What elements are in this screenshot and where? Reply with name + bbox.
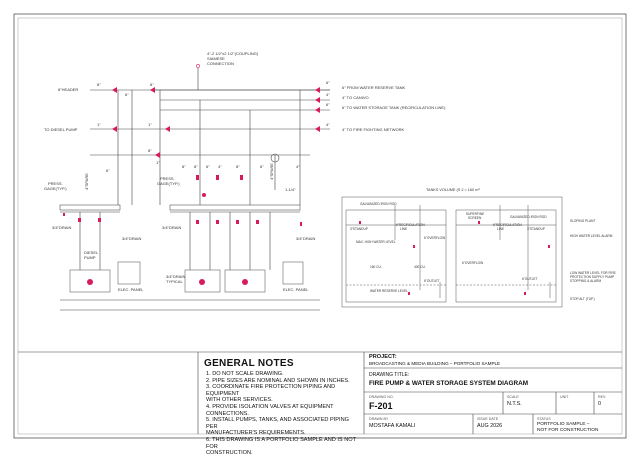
note-item: MANUFACTURER'S REQUIREMENTS. [206,430,306,437]
scale-value: N.T.S. [507,401,522,407]
tank-label: GALVANIZED IRON ROD [360,202,397,206]
pipe-size: 6" [326,102,330,107]
coupling-label: 4"-2 1/2"x2 1/2"(COUPLING) [207,51,259,56]
pipe-size: 4" [326,122,330,127]
pipe-size: 4" [296,164,300,169]
pipe-size: 8" [182,164,186,169]
note-item: 3. COORDINATE FIRE PROTECTION PIPING AND EQUIPMENT [206,384,336,397]
tank-label: STOP ALT (TUP.) [570,297,595,301]
valve-markers [63,87,320,285]
tank-label: LINE [400,227,408,231]
drawing-title-value: FIRE PUMP & WATER STORAGE SYSTEM DIAGRAM [369,380,529,387]
tank-label: 6"OVERFLOW [424,236,446,240]
note-item: 4. PROVIDE ISOLATION VALVES AT EQUIPMENT [206,403,334,410]
connection-label: CONNECTION [207,61,234,66]
status-label: STATUS [537,417,551,421]
tank-title: TANKS VOLUME (S 2 = 160 m³ [426,188,480,192]
pipe-size: 4" [326,92,330,97]
spare-left-label: 4"SPARE [84,173,89,190]
drain-typ-label: 3/4"DRAIN [166,274,186,279]
drain-label: 3/4"DRAIN [122,236,142,241]
diagram-labels [44,51,446,292]
notes-title: GENERAL NOTES [204,358,294,369]
tank-label: 400 CU. [414,265,426,269]
diesel-label: DIESEL [84,250,99,255]
note-item: 2. PIPE SIZES ARE NOMINAL AND SHOWN IN INCHES. [206,377,350,384]
tank-label: WATER RESERVE LEVEL [370,289,409,293]
pipe-size: 6" [125,92,129,97]
scale-label: SCALE [507,395,519,399]
siamese-label: SIAMESE [207,56,225,61]
tank-label: 6"OVERFLOW [462,261,484,265]
pipe-size: 8" [97,82,101,87]
tank-label: 6"RECIRCULATION [493,223,522,227]
rev-value: 0 [598,401,601,407]
tank-label: SUPERFINE [466,212,485,216]
pipe-size: 6" [326,80,330,85]
pipe-size: 4" [218,164,222,169]
pipe-size: 8" [236,164,240,169]
tank-label: SCREEN [468,216,482,220]
note-item: WITH OTHER SERVICES. [206,397,273,404]
typical-label: TYPICAL [166,279,183,284]
pipe-size: 1" [156,160,160,165]
drawing-no-label: DRAWING NO. [369,395,394,399]
tank-label: GALVANIZED IRON ROD [510,215,547,219]
unit-label: UNIT [560,395,569,399]
drawing-title-label: DRAWING TITLE: [369,372,410,378]
status-value-line1: PORTFOLIO SAMPLE – [537,422,590,427]
rev-label: REV. [598,395,607,399]
note-item: CONNECTIONS. [206,410,249,417]
drawn-by-label: DRAWN BY [369,417,389,421]
pipe-size: 1" [148,122,152,127]
status-value-line2: NOT FOR CONSTRUCTION [537,428,599,433]
gage-typ-mid-label: GAGE(TYP.) [157,181,180,186]
gage-typ-left-label: GAGE(TYP.) [44,186,67,191]
tank-label: 6"OUTLET [522,277,538,281]
diesel-pump-line-label: TO DIESEL PUMP [44,127,78,132]
to-storage-tank-label: 6" TO WATER STORAGE TANK (RECIRCULATION LINE) [342,105,446,110]
tank-label: 160 CU. [370,265,382,269]
tank-label: HIGH WATER LEVEL ALARM [570,234,613,238]
pipe-size: 6" [106,168,110,173]
tank-label: LOW WATER LEVEL FOR FIRE [570,271,616,275]
drain-label: 3/4"DRAIN [162,225,182,230]
tank-label: MAX. HIGH WATER LEVEL [356,240,396,244]
header-label: 8"HEADER [58,87,79,92]
drawing-no-value: F-201 [369,401,393,411]
drawn-by-value: MOSTAFA KAMALI [369,423,416,429]
pipe-size: 1-1/4" [285,187,296,192]
press-gage-mid-label: PRESS. [160,176,175,181]
pipe-size: 8" [194,164,198,169]
pipe-size: 8" [148,148,152,153]
note-item: 5. INSTALL PUMPS, TANKS, AND ASSOCIATED PIPING PER [206,417,349,430]
drain-label: 3/4"DRAIN [52,225,72,230]
drain-label: 3/4"DRAIN [296,236,316,241]
to-canivo-label: 4" TO CANIVO [342,95,369,100]
press-gage-left-label: PRESS. [48,181,63,186]
spare-right-label: 4"SPARE [269,163,274,180]
tank-label: 3"STANDUP [350,227,368,231]
tank-label: LINE [497,227,505,231]
note-item: 6. THIS DRAWING IS A PORTFOLIO SAMPLE AND IS NOT FOR [206,436,356,450]
pipe-size: 6" [260,164,264,169]
issue-date-value: AUG 2026 [477,423,503,429]
from-reserve-tank-label: 6" FROM WATER RESERVE TANK [342,85,406,90]
tank-labels [350,188,616,301]
pipe-size: 1" [97,122,101,127]
note-item: CONSTRUCTION. [206,450,253,457]
tank-label: SLOPING PLANT [570,219,596,223]
notes-list [206,371,356,457]
project-value: BROADCASTING & MEDIA BUILDING – PORTFOLIO SAMPLE [369,361,501,366]
elec-panel-label: ELEC. PANEL [283,287,309,292]
pump-label: PUMP [84,255,96,260]
tank-label: 3"STANDUP [527,227,545,231]
tank-markers [359,221,550,295]
tank-label: 6"OUTLET [424,279,440,283]
issue-date-label: ISSUE DATE [477,417,499,421]
project-label: PROJECT: [369,354,397,360]
elec-panel-label: ELEC. PANEL [118,287,144,292]
note-item: 1. DO NOT SCALE DRAWING. [206,371,284,377]
tank-label: PROTECTION SUPPLY PUMP [570,275,615,279]
to-network-label: 4" TO FIRE FIGHTING NETWORK [342,127,405,132]
pipe-size: 6" [206,164,210,169]
tank-label: STOPPING & ALARM [570,279,602,283]
pipe-size: 8" [150,82,154,87]
tank-label: 6"RECIRCULATION [396,223,425,227]
